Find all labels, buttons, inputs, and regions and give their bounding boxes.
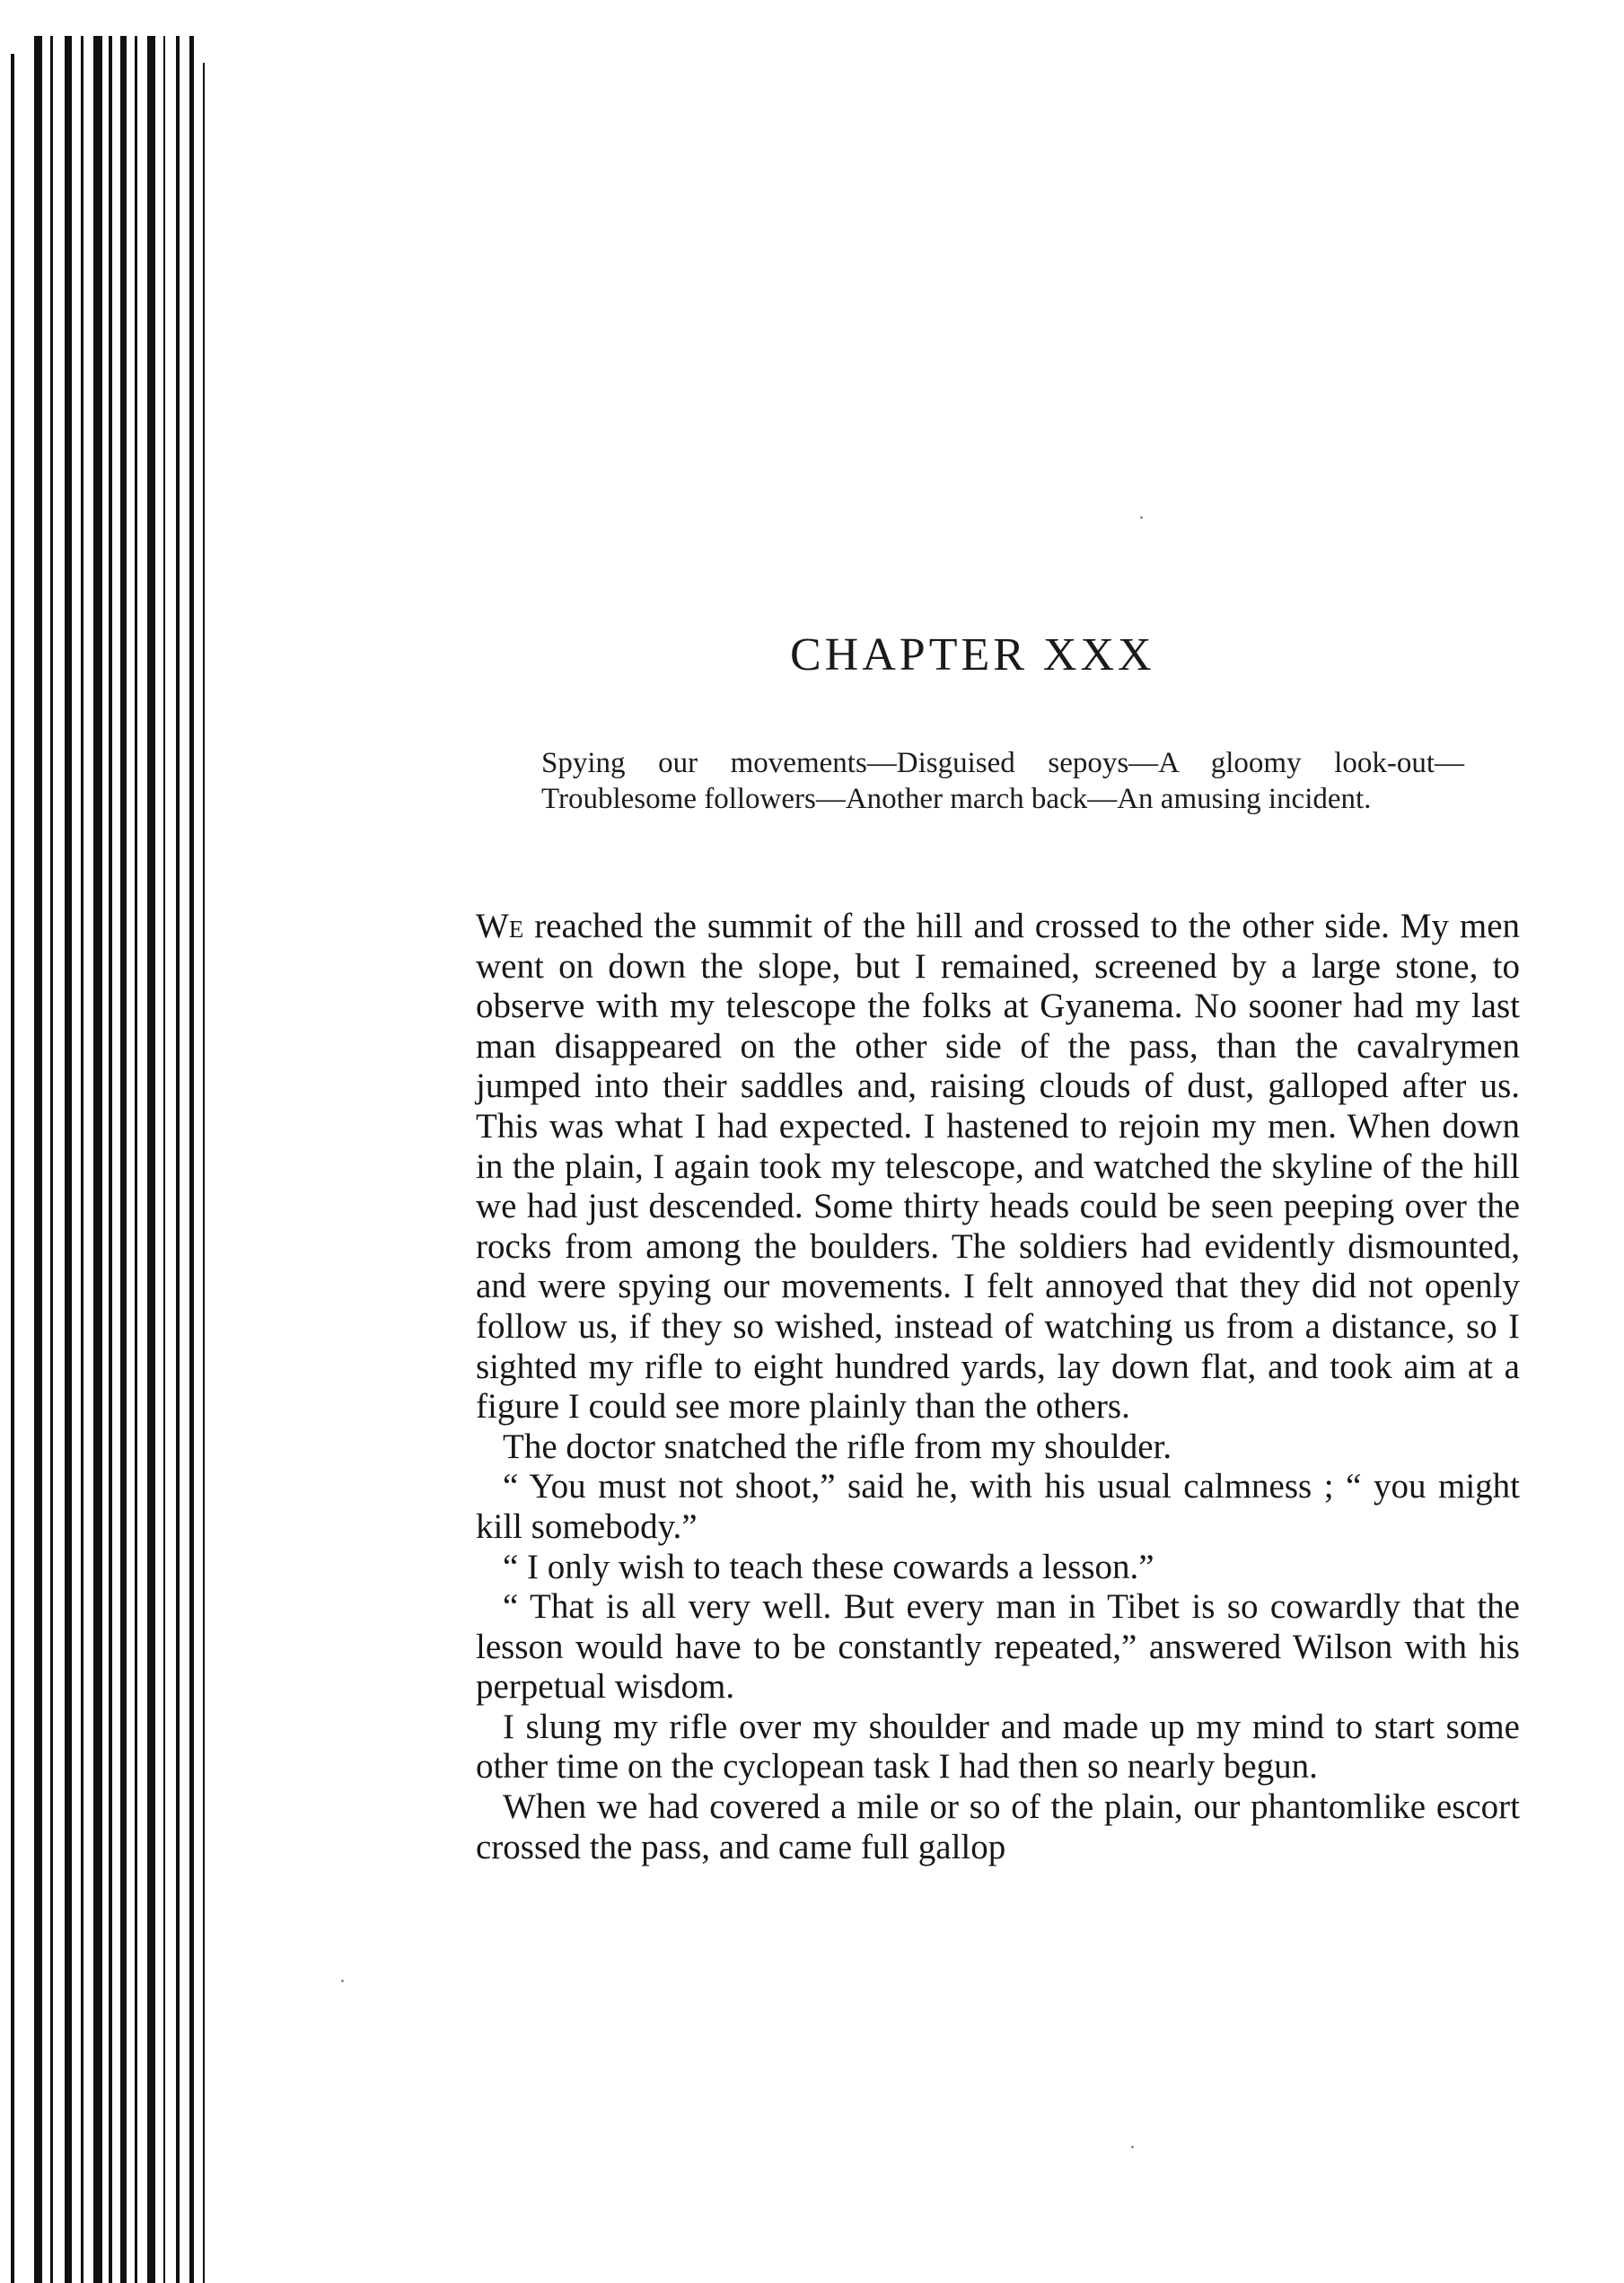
body-paragraph: When we had covered a mile or so of the plain, our phantomlike escort crossed the pass, and came full gallop (476, 1787, 1520, 1866)
binding-line (93, 36, 102, 2283)
binding-line (81, 36, 83, 2283)
binding-line (120, 36, 127, 2283)
body-paragraph: “ You must not shoot,” said he, with his usual calmness ; “ you might kill somebody.” (476, 1467, 1520, 1546)
binding-line (203, 63, 205, 2283)
chapter-synopsis: Spying our movements—Disguised sepoys—A gloomy look-out—Troublesome followers—Another march back—An amusing incident. (541, 747, 1464, 815)
binding-line (147, 36, 155, 2283)
binding-line (163, 36, 165, 2283)
body-paragraph: I slung my rifle over my shoulder and made up my mind to start some other time on the cyclopean task I had then so nearly begun. (476, 1707, 1520, 1787)
binding-line (189, 36, 194, 2283)
book-binding-edge (0, 36, 215, 2283)
binding-line (65, 36, 72, 2283)
binding-line (109, 36, 112, 2283)
binding-line (11, 54, 14, 2283)
chapter-title: CHAPTER XXX (790, 629, 1155, 681)
binding-line (176, 36, 180, 2283)
binding-line (135, 36, 137, 2283)
body-paragraph: “ I only wish to teach these cowards a lesson.” (503, 1547, 1154, 1586)
body-paragraph: The doctor snatched the rifle from my shoulder. (503, 1427, 1172, 1466)
paper-speck (1131, 2146, 1134, 2148)
paper-speck (341, 1980, 344, 1982)
binding-line (50, 36, 53, 2283)
opening-word: We (476, 907, 524, 945)
paragraph-text: reached the summit of the hill and crossed to the other side. My men went on down the slope, but I remained, screened by a large stone, to observe with my telescope the folks at Gyanema. No sooner had my last man disappeared on the other side of the pass, than the cavalrymen jumped into their saddles and, raising clouds of dust, galloped after us. This was what I had expected. I hastened to rejoin my men. When down in the plain, I again took my telescope, and watched the skyline of the hill we had just descended. Some thirty heads could be seen peeping over the rocks from among the boulders. The soldiers had evidently dismounted, and were spying our movements. I felt annoyed that they did not openly follow us, if they so wished, instead of watching us from a distance, so I sighted my rifle to eight hundred yards, lay down flat, and took aim at a figure I could see more plainly than the others. (476, 907, 1520, 1427)
chapter-body (476, 907, 1520, 1867)
body-paragraph (476, 907, 1520, 1427)
paper-speck (1140, 516, 1143, 519)
body-paragraph: “ That is all very well. But every man in Tibet is so cowardly that the lesson would have to be constantly repeated,” answered Wilson with his perpetual wisdom. (476, 1587, 1520, 1707)
binding-line (34, 36, 42, 2283)
